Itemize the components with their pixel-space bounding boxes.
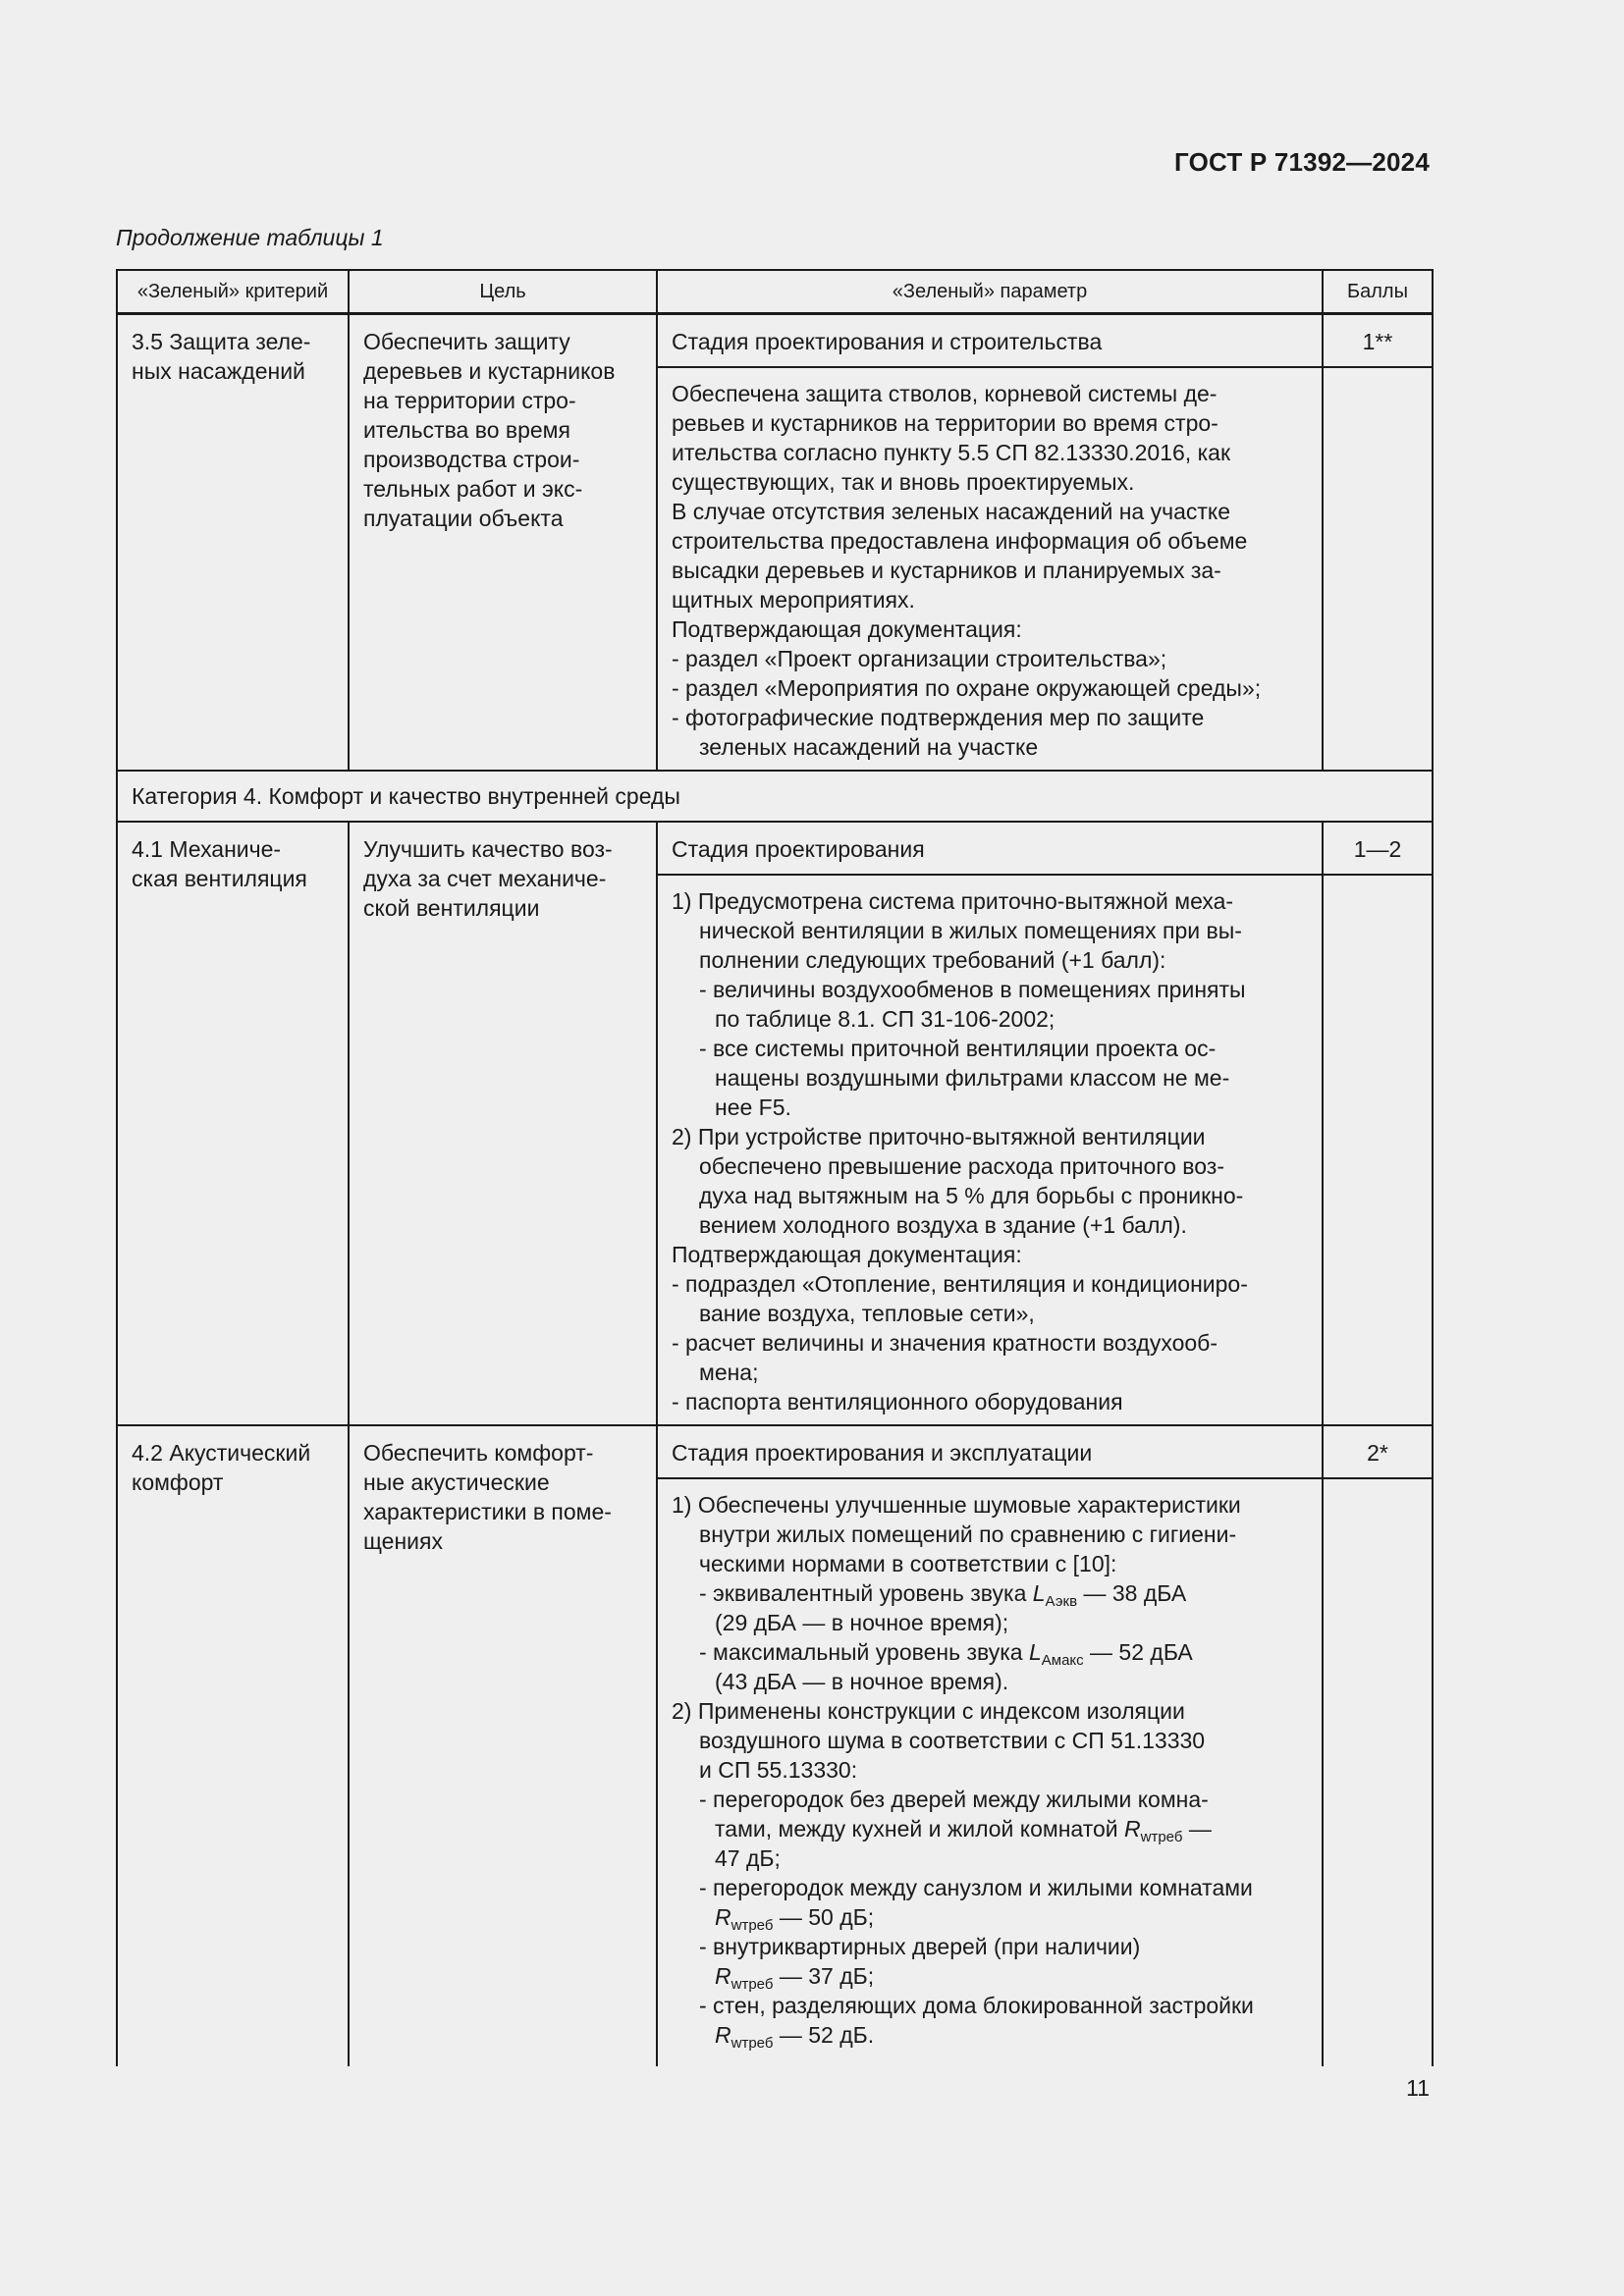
score-value: 1** [1324,315,1432,368]
score-value: 2* [1324,1426,1432,1479]
parameter-line: нащены воздушными фильтрами классом не ме- [715,1065,1230,1091]
column-header-parameter: «Зеленый» параметр [657,270,1323,314]
text-part: — 52 дБ. [773,2022,875,2048]
score-cell [1323,1425,1433,2066]
column-header-criterion: «Зеленый» критерий [117,270,349,314]
parameter-line: (43 дБА — в ночное время). [715,1669,1009,1694]
text-part: - максимальный уровень звука [699,1639,1029,1665]
parameter-line: Подтверждающая документация: [672,1242,1022,1267]
parameter-line: 47 дБ; [715,1845,781,1871]
goal-cell [349,1425,657,2066]
parameter-text [658,1479,1322,2057]
parameter-line: (29 дБА — в ночное время); [715,1610,1009,1635]
stage-title: Стадия проектирования и строительства [658,315,1322,368]
parameter-line: по таблице 8.1. СП 31-106-2002; [715,1006,1056,1032]
criterion-text: комфорт [132,1469,224,1495]
parameter-line: мена; [699,1360,759,1385]
parameter-line: - внутриквартирных дверей (при наличии) [699,1934,1141,1959]
parameter-line: строительства предоставлена информация об объеме [672,528,1248,554]
criterion-text: ская вентиляция [132,866,307,891]
goal-text: деревьев и кустарников [363,358,616,384]
parameter-line: вением холодного воздуха в здание (+1 балл). [699,1212,1187,1238]
criterion-text: ных насаждений [132,358,305,384]
parameter-line [672,1961,1308,1991]
column-header-score: Баллы [1323,270,1433,314]
document-code: ГОСТ Р 71392—2024 [1174,147,1430,177]
parameter-line: ительства согласно пункту 5.5 СП 82.13330.2016, как [672,440,1231,465]
parameter-line: - фотографические подтверждения мер по защите [672,705,1205,730]
parameter-line: нее F5. [715,1095,791,1120]
parameter-line: - величины воздухообменов в помещениях приняты [699,977,1246,1002]
text-part: — 50 дБ; [773,1904,875,1930]
column-header-goal: Цель [349,270,657,314]
parameter-line: ческими нормами в соответствии с [10]: [699,1551,1117,1576]
math-variable: R [715,1963,731,1989]
parameter-line: воздушного шума в соответствии с СП 51.13330 [699,1728,1206,1753]
goal-text: щениях [363,1528,443,1554]
category-title: Категория 4. Комфорт и качество внутренней среды [117,771,1433,822]
goal-text: характеристики в поме- [363,1499,612,1524]
parameter-text [658,368,1322,770]
stage-title: Стадия проектирования [658,823,1322,876]
parameter-line: Обеспечена защита стволов, корневой системы де- [672,381,1218,406]
text-part: — 52 дБА [1083,1639,1193,1665]
goal-text: тельных работ и экс- [363,476,583,502]
math-variable: R [715,1904,731,1930]
parameter-line: - паспорта вентиляционного оборудования [672,1389,1123,1415]
math-variable: L [1032,1580,1046,1606]
parameter-line: Подтверждающая документация: [672,616,1022,642]
math-subscript: Амакс [1041,1652,1084,1669]
parameter-line: - подраздел «Отопление, вентиляция и кондициониро- [672,1271,1248,1297]
parameter-line: нической вентиляции в жилых помещениях при вы- [699,918,1242,943]
criterion-text: 4.2 Акустический [132,1440,311,1466]
parameter-line: внутри жилых помещений по сравнению с гигиени- [699,1522,1237,1547]
parameter-line: 2) При устройстве приточно-вытяжной вентиляции [672,1124,1206,1149]
parameter-cell [657,822,1323,1425]
page-number: 11 [1406,2075,1430,2101]
text-part: тами, между кухней и жилой комнатой [715,1816,1124,1842]
parameter-line: и СП 55.13330: [699,1757,858,1783]
parameter-line: - раздел «Проект организации строительства»; [672,646,1167,671]
criterion-cell [117,1425,349,2066]
parameter-line [672,1637,1308,1667]
criterion-text: 3.5 Защита зеле- [132,329,311,354]
goal-text: на территории стро- [363,388,576,413]
parameter-line [672,1578,1308,1608]
goal-text: ительства во время [363,417,570,443]
stage-title: Стадия проектирования и эксплуатации [658,1426,1322,1479]
parameter-text [658,876,1322,1424]
goal-cell [349,822,657,1425]
criterion-cell [117,314,349,772]
score-cell [1323,822,1433,1425]
parameter-line: - перегородок между санузлом и жилыми комнатами [699,1875,1253,1900]
parameter-line: щитных мероприятиях. [672,587,915,613]
parameter-line: 1) Обеспечены улучшенные шумовые характеристики [672,1492,1241,1518]
criteria-table [116,269,1434,2066]
table-row-4-1 [117,822,1433,1425]
goal-text: Обеспечить комфорт- [363,1440,594,1466]
parameter-cell [657,314,1323,772]
parameter-line: зеленых насаждений на участке [699,734,1039,760]
goal-text: духа за счет механиче- [363,866,607,891]
parameter-line: - раздел «Мероприятия по охране окружающей среды»; [672,675,1262,701]
score-cell [1323,314,1433,772]
parameter-line: обеспечено превышение расхода приточного воз- [699,1153,1225,1179]
math-subscript: wтреб [1140,1829,1183,1845]
parameter-line: 1) Предусмотрена система приточно-вытяжной меха- [672,888,1234,914]
goal-text: ской вентиляции [363,895,540,921]
parameter-line [672,2020,1308,2050]
math-variable: L [1028,1639,1042,1665]
parameter-line: - перегородок без дверей между жилыми комна- [699,1787,1209,1812]
math-variable: R [715,2022,731,2048]
goal-text: ные акустические [363,1469,550,1495]
math-variable: R [1124,1816,1141,1842]
parameter-cell [657,1425,1323,2066]
goal-text: Улучшить качество воз- [363,836,613,862]
category-row [117,771,1433,822]
parameter-line: ревьев и кустарников на территории во время стро- [672,410,1218,436]
table-row-4-2 [117,1425,1433,2066]
text-part: — 37 дБ; [773,1963,875,1989]
goal-text: производства строи- [363,447,580,472]
math-subscript: wтреб [731,1917,774,1934]
criterion-cell [117,822,349,1425]
parameter-line: 2) Применены конструкции с индексом изоляции [672,1698,1185,1724]
parameter-line: В случае отсутствия зеленых насаждений на участке [672,499,1231,524]
text-part: — [1182,1816,1212,1842]
parameter-line: - стен, разделяющих дома блокированной застройки [699,1993,1254,2018]
table-row-3-5 [117,314,1433,772]
parameter-line: существующих, так и вновь проектируемых. [672,469,1135,495]
score-value: 1—2 [1324,823,1432,876]
parameter-line: - расчет величины и значения кратности воздухооб- [672,1330,1218,1356]
goal-text: плуатации объекта [363,506,564,531]
parameter-line [672,1814,1308,1843]
math-subscript: wтреб [731,2035,774,2052]
goal-cell [349,314,657,772]
math-subscript: Аэкв [1045,1593,1078,1610]
goal-text: Обеспечить защиту [363,329,570,354]
parameter-line [672,1902,1308,1932]
parameter-line: духа над вытяжным на 5 % для борьбы с проникно- [699,1183,1244,1208]
math-subscript: wтреб [731,1976,774,1993]
text-part: — 38 дБА [1077,1580,1187,1606]
parameter-line: вание воздуха, тепловые сети», [699,1301,1035,1326]
parameter-line: высадки деревьев и кустарников и планируемых за- [672,558,1221,583]
criterion-text: 4.1 Механиче- [132,836,282,862]
parameter-line: полнении следующих требований (+1 балл): [699,947,1166,973]
table-caption: Продолжение таблицы 1 [116,225,384,250]
text-part: - эквивалентный уровень звука [699,1580,1033,1606]
table-header-row [117,270,1433,314]
parameter-line: - все системы приточной вентиляции проекта ос- [699,1036,1217,1061]
